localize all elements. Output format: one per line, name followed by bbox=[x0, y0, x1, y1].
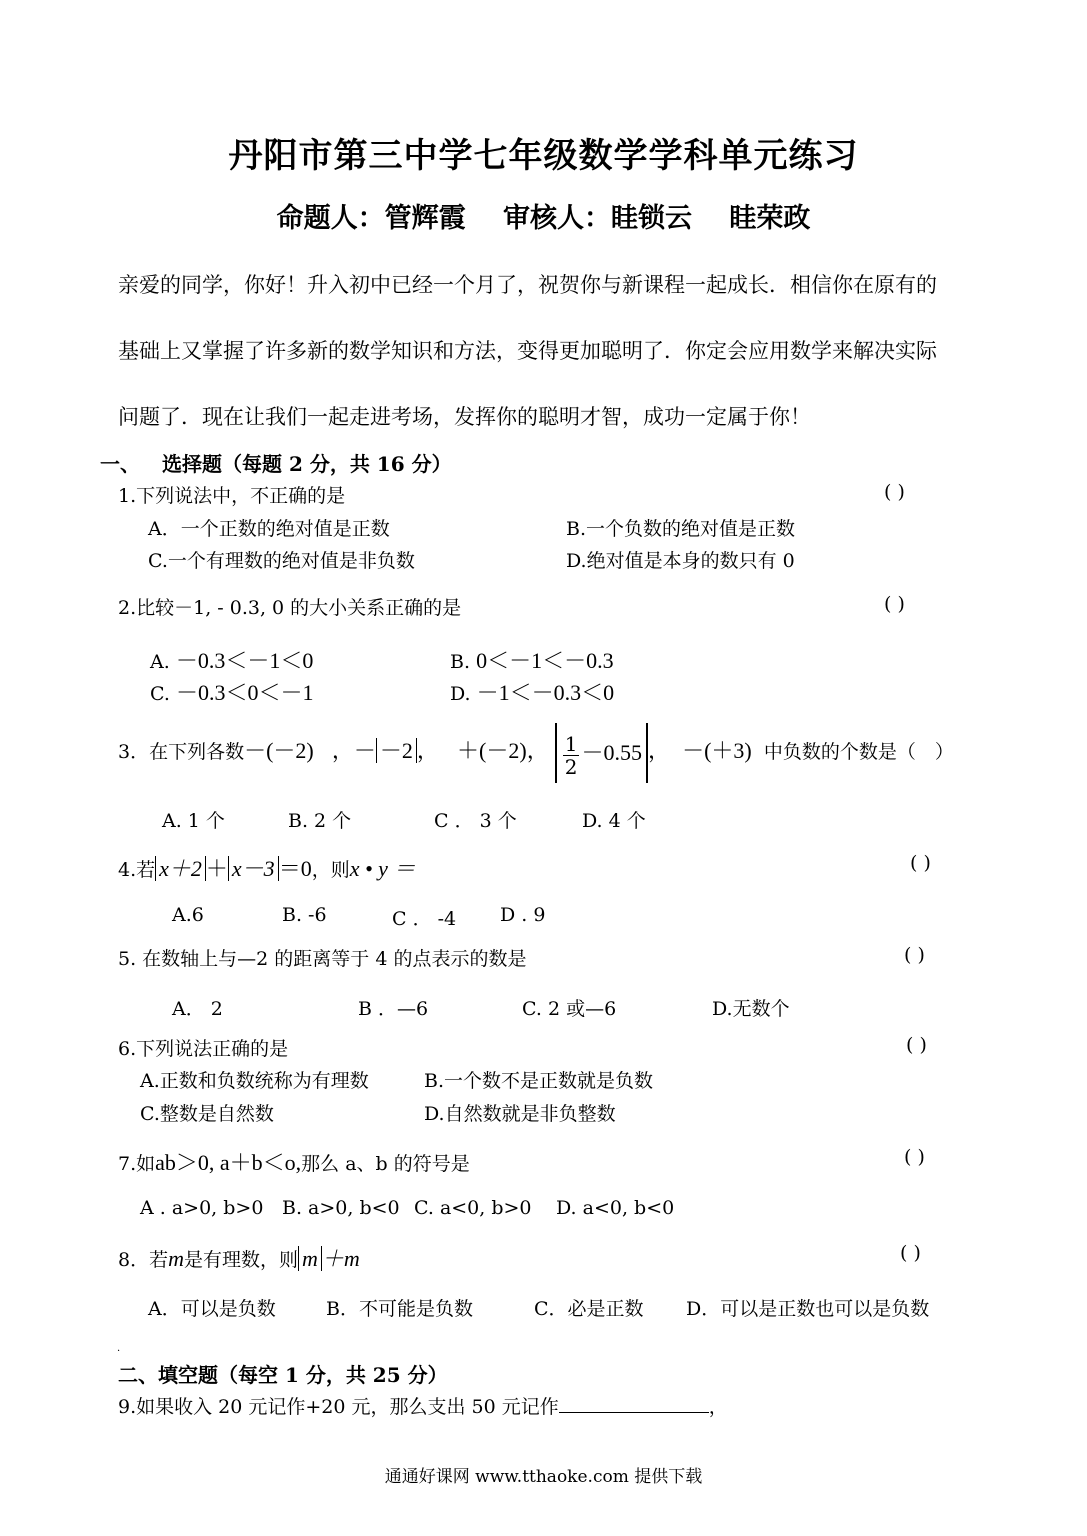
q2-option-a: A. －0.3＜－1＜0 bbox=[150, 648, 314, 673]
reviewer-2: 眭荣政 bbox=[729, 203, 811, 234]
section1-number: 一、 bbox=[100, 452, 140, 476]
q3-option-c: C ． 3 个 bbox=[434, 810, 517, 832]
q6-stem: 6.下列说法正确的是 bbox=[118, 1038, 289, 1060]
q7-answer-paren: ( ) bbox=[904, 1146, 925, 1168]
q7-option-c: C. a<0, b>0 bbox=[414, 1197, 532, 1219]
q6-option-c: C.整数是自然数 bbox=[140, 1103, 274, 1125]
q8-option-c: C．必是正数 bbox=[534, 1298, 644, 1320]
q1-answer-paren: ( ) bbox=[884, 481, 905, 503]
q9-answer-blank[interactable] bbox=[559, 1394, 709, 1413]
q8-answer-paren: ( ) bbox=[900, 1242, 921, 1264]
q1-stem: 1.下列说法中，不正确的是 bbox=[118, 485, 346, 507]
q8-option-b: B．不可能是负数 bbox=[326, 1298, 473, 1320]
q7-option-a: A . a>0, b>0 bbox=[140, 1197, 264, 1219]
q8-option-d: D．可以是正数也可以是负数 bbox=[686, 1298, 930, 1320]
page-title: 丹阳市第三中学七年级数学学科单元练习 bbox=[228, 136, 859, 176]
q6-option-b: B.一个数不是正数就是负数 bbox=[424, 1070, 654, 1092]
q3-option-d: D. 4 个 bbox=[582, 810, 646, 832]
intro-line-1: 亲爱的同学，你好！升入初中已经一个月了，祝贺你与新课程一起成长．相信你在原有的 bbox=[118, 273, 937, 297]
q3-stem: 3．在下列各数－(－2) ，－ －2 ， ＋(－2)， $\frac{1}{2}$ －0.55 ， －(＋3) 中负数的个数是（ ） bbox=[118, 720, 954, 782]
q6-answer-paren: ( ) bbox=[906, 1034, 927, 1056]
authors-line bbox=[0, 196, 1087, 235]
q2-stem: 2.比较－1, - 0.3, 0 的大小关系正确的是 bbox=[118, 597, 462, 619]
q5-stem: 5. 在数轴上与—2 的距离等于 4 的点表示的数是 bbox=[118, 948, 527, 970]
section2-title: 二、填空题（每空 1 分，共 25 分） bbox=[118, 1363, 448, 1387]
q8-stem: 8．若m是有理数，则 m ＋m bbox=[118, 1246, 360, 1271]
q4-option-d: D . 9 bbox=[500, 904, 546, 926]
q2-option-c: C. －0.3＜0＜－1 bbox=[150, 680, 314, 705]
q3-option-a: A. 1 个 bbox=[162, 810, 225, 832]
q4-option-a: A.6 bbox=[172, 904, 204, 926]
q7-stem: 7.如ab＞0, a＋b＜o,那么 a、b 的符号是 bbox=[118, 1150, 470, 1175]
q4-option-b: B. -6 bbox=[282, 904, 327, 926]
q1-option-d: D.绝对值是本身的数只有 0 bbox=[566, 550, 795, 572]
q4-option-c: C ． -4 bbox=[392, 908, 457, 930]
q5-option-b: B ．—6 bbox=[358, 998, 429, 1020]
q1-option-c: C.一个有理数的绝对值是非负数 bbox=[148, 550, 415, 572]
setter: 命题人：管辉霞 bbox=[276, 203, 466, 234]
q3-option-b: B. 2 个 bbox=[288, 810, 352, 832]
q4-answer-paren: ( ) bbox=[910, 852, 931, 874]
q2-option-b: B. 0＜－1＜－0.3 bbox=[450, 648, 614, 673]
q7-option-b: B. a>0, b<0 bbox=[282, 1197, 400, 1219]
q1-option-b: B.一个负数的绝对值是正数 bbox=[566, 518, 796, 540]
q6-option-a: A.正数和负数统称为有理数 bbox=[140, 1070, 369, 1092]
intro-line-2: 基础上又掌握了许多新的数学知识和方法，变得更加聪明了．你定会应用数学来解决实际 bbox=[118, 339, 937, 363]
q9-stem: 9.如果收入 20 元记作+20 元，那么支出 50 元记作 ， bbox=[118, 1396, 728, 1418]
q6-option-d: D.自然数就是非负整数 bbox=[424, 1103, 616, 1125]
q7-option-d: D. a<0, b<0 bbox=[556, 1197, 675, 1219]
stray-mark: · bbox=[117, 1346, 121, 1357]
q2-option-d: D. －1＜－0.3＜0 bbox=[450, 680, 615, 705]
q8-option-a: A．可以是负数 bbox=[148, 1298, 276, 1320]
q4-stem: 4.若 x＋2 ＋ x－3 ＝0，则x • y ＝ bbox=[118, 856, 416, 881]
intro-line-3: 问题了．现在让我们一起走进考场，发挥你的聪明才智，成功一定属于你！ bbox=[118, 405, 811, 429]
reviewer: 审核人：眭锁云 bbox=[503, 203, 692, 234]
q5-option-a: A． 2 bbox=[172, 998, 223, 1020]
footer-source: 通通好课网 www.tthaoke.com 提供下载 bbox=[384, 1467, 703, 1487]
q2-answer-paren: ( ) bbox=[884, 593, 905, 615]
q1-option-a: A．一个正数的绝对值是正数 bbox=[148, 518, 390, 540]
q5-answer-paren: ( ) bbox=[904, 944, 925, 966]
q5-option-d: D.无数个 bbox=[712, 998, 790, 1020]
section1-title: 选择题（每题 2 分，共 16 分） bbox=[162, 452, 452, 476]
q5-option-c: C. 2 或—6 bbox=[522, 998, 617, 1020]
